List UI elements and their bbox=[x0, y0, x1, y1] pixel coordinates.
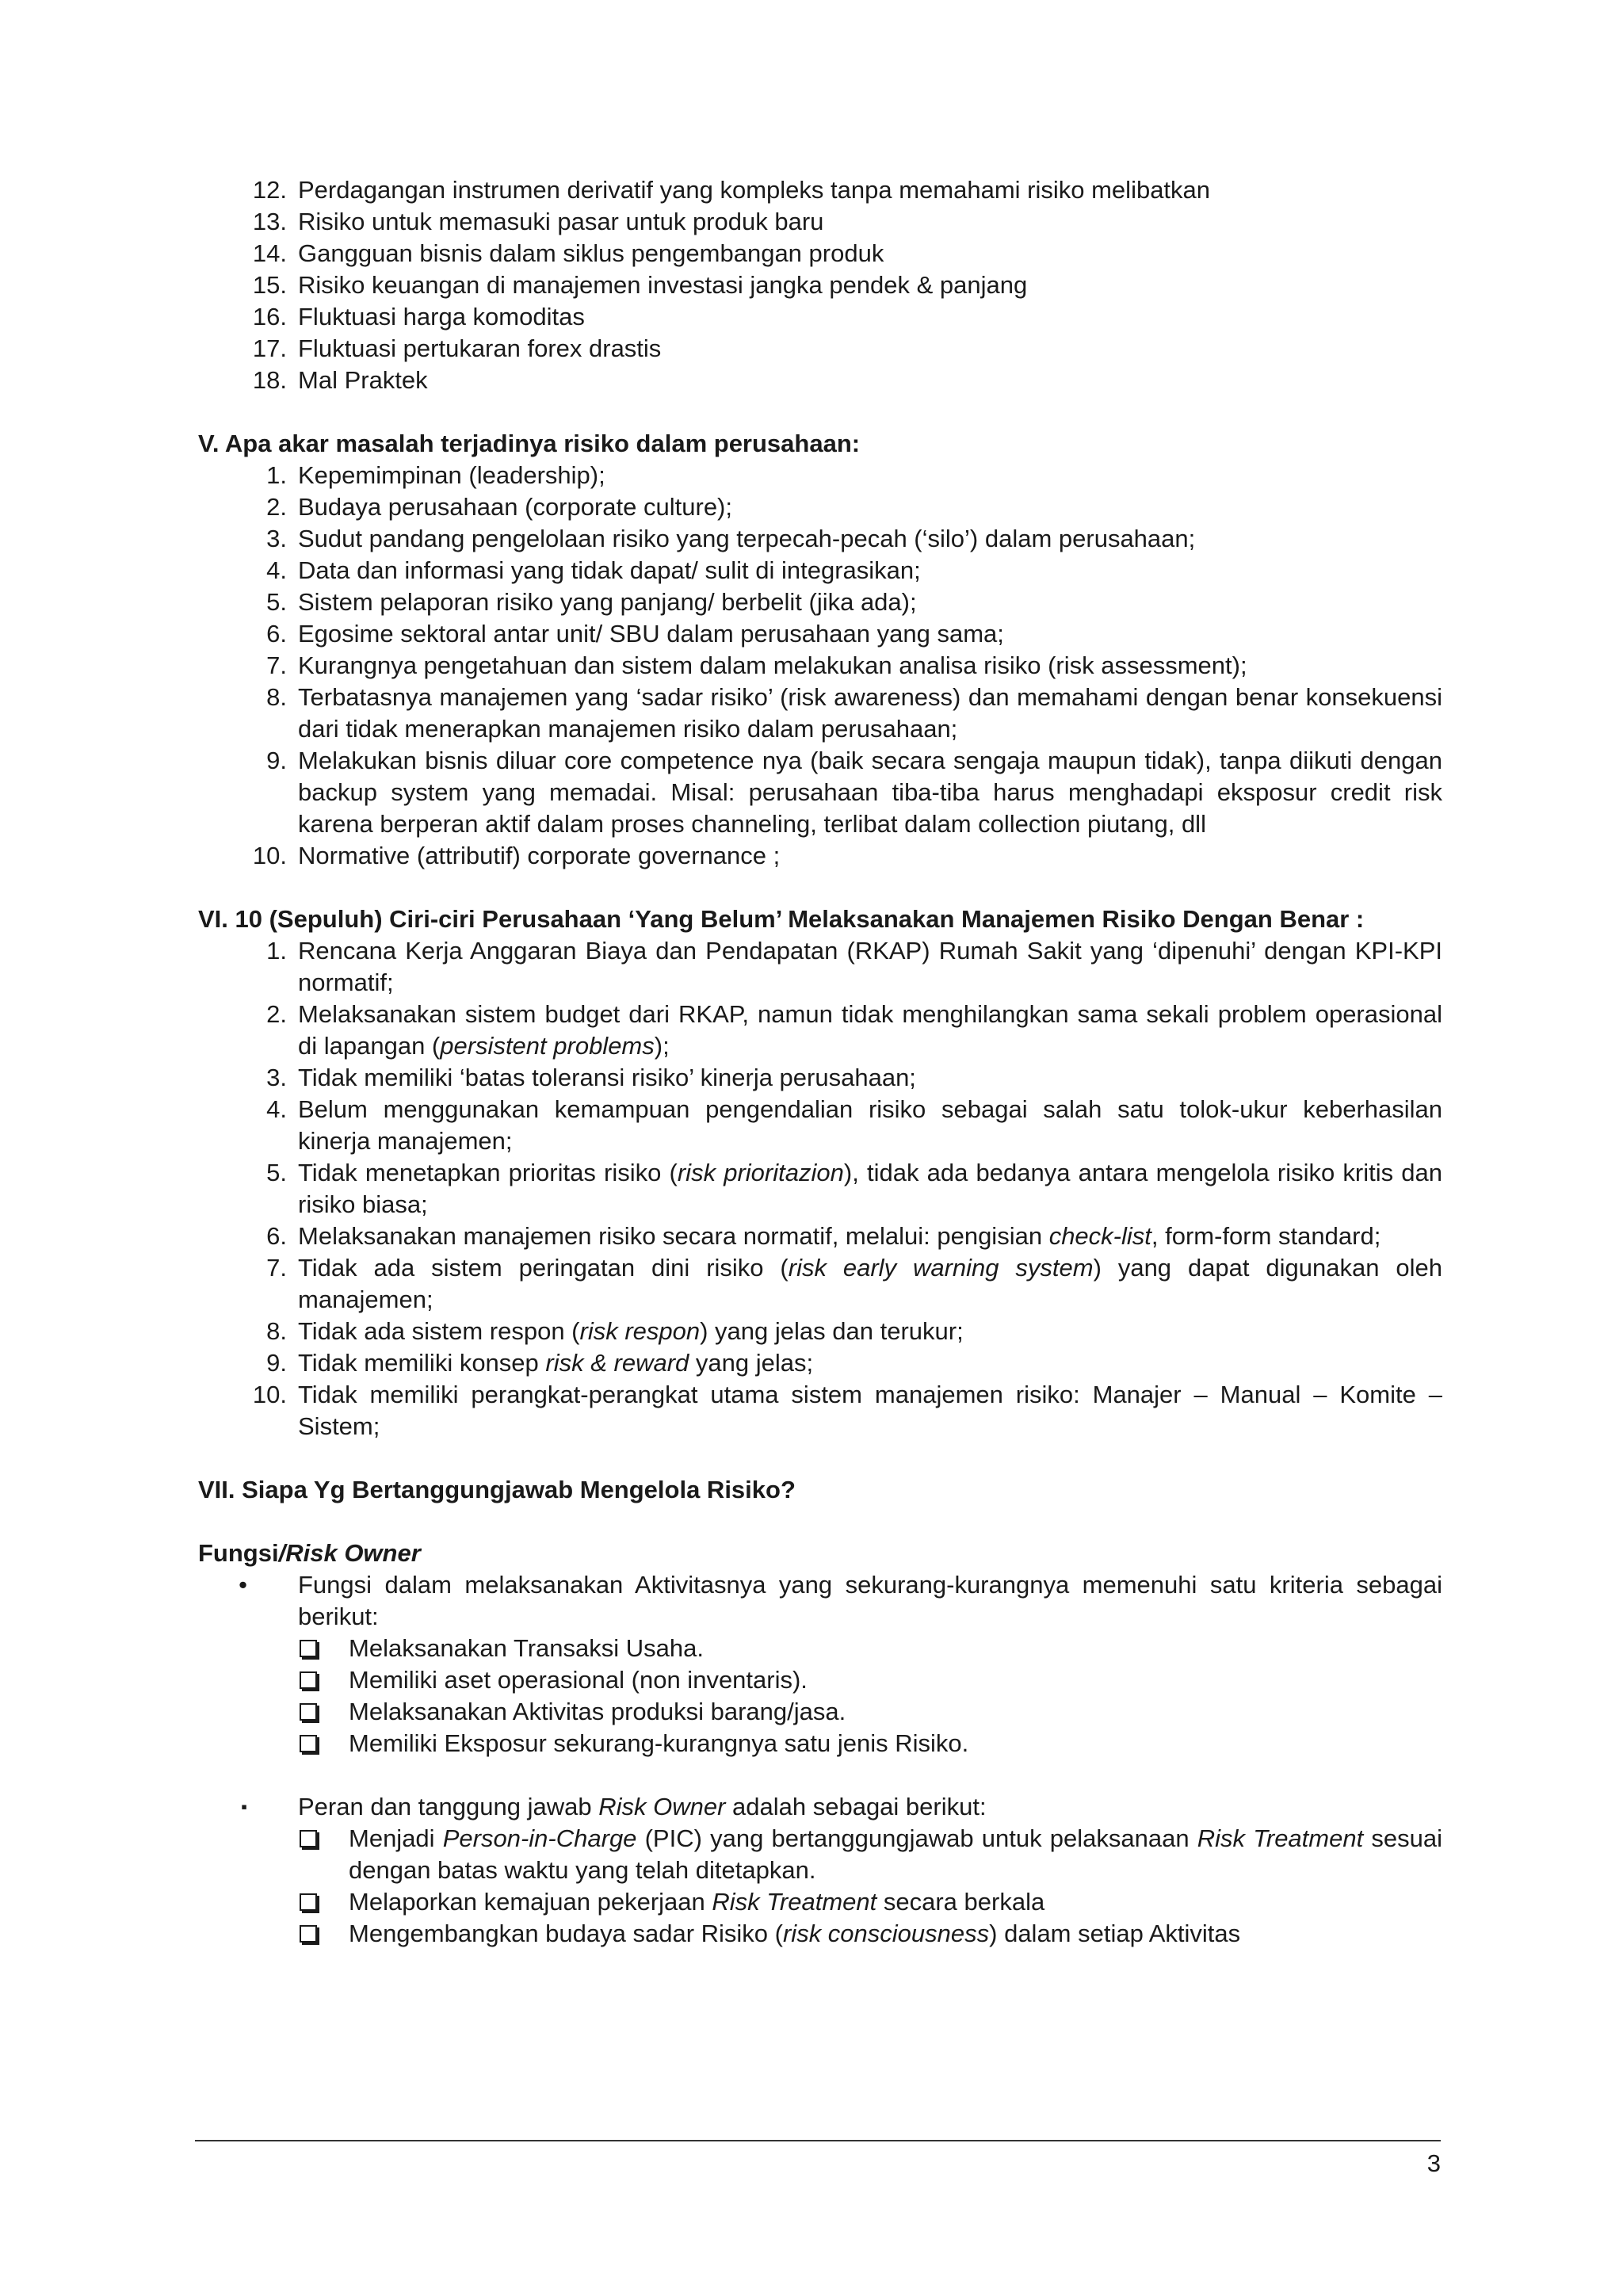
item-text: Terbatasnya manajemen yang ‘sadar risiko’ (risk awareness) dan memahami dengan benar konsekuensi dari tidak menerapkan manajemen risiko dalam perusahaan; bbox=[298, 683, 1442, 743]
item-text: Sistem pelaporan risiko yang panjang/ berbelit (jika ada); bbox=[298, 588, 917, 616]
list-item bbox=[198, 935, 1442, 999]
item-number: 7. bbox=[266, 1254, 287, 1282]
bullet-item bbox=[198, 1791, 1442, 1823]
item-number: 8. bbox=[266, 683, 287, 711]
item-text-part: Tidak menetapkan prioritas risiko ( bbox=[298, 1159, 678, 1186]
item-number: 5. bbox=[266, 588, 287, 616]
item-number: 2. bbox=[266, 1000, 287, 1028]
item-text: Tidak memiliki ‘batas toleransi risiko’ kinerja perusahaan; bbox=[298, 1064, 916, 1091]
risk-list-continued bbox=[198, 174, 1442, 396]
list-item bbox=[198, 840, 1442, 872]
spacer bbox=[198, 1759, 1442, 1791]
item-number: 4. bbox=[266, 1095, 287, 1123]
item-text: Rencana Kerja Anggaran Biaya dan Pendapatan (RKAP) Rumah Sakit yang ‘dipenuhi’ dengan KPI-KPI normatif; bbox=[298, 937, 1442, 996]
item-text: Perdagangan instrumen derivatif yang kompleks tanpa memahami risiko melibatkan bbox=[298, 176, 1211, 204]
list-item bbox=[198, 586, 1442, 618]
checklist-item bbox=[298, 1823, 1442, 1886]
list-item bbox=[198, 1062, 1442, 1094]
checklist-text: Melaksanakan Transaksi Usaha. bbox=[349, 1634, 705, 1662]
risk-owner-role-bullets bbox=[198, 1791, 1442, 1823]
item-number: 8. bbox=[266, 1317, 287, 1345]
item-number: 10. bbox=[252, 842, 287, 869]
bullet-emphasis: Risk Owner bbox=[598, 1793, 726, 1820]
item-number: 10. bbox=[252, 1381, 287, 1408]
checklist-text: Melaksanakan Aktivitas produksi barang/jasa. bbox=[349, 1698, 846, 1725]
item-text: Data dan informasi yang tidak dapat/ sulit di integrasikan; bbox=[298, 556, 921, 584]
item-text: Sudut pandang pengelolaan risiko yang terpecah-pecah (‘silo’) dalam perusahaan; bbox=[298, 525, 1196, 552]
checkbox-icon bbox=[300, 1703, 317, 1721]
list-item bbox=[198, 555, 1442, 586]
list-item bbox=[198, 745, 1442, 840]
list-item bbox=[198, 269, 1442, 301]
item-number: 7. bbox=[266, 651, 287, 679]
item-number: 9. bbox=[266, 747, 287, 774]
list-item bbox=[198, 682, 1442, 745]
subheading-part: Fungsi bbox=[198, 1539, 279, 1567]
list-item bbox=[198, 333, 1442, 365]
item-text bbox=[298, 999, 1442, 1062]
bullet-item bbox=[198, 1569, 1442, 1633]
bullet-text-part: adalah sebagai berikut: bbox=[725, 1793, 987, 1820]
item-number: 3. bbox=[266, 525, 287, 552]
item-text: Melakukan bisnis diluar core competence nya (baik secara sengaja maupun tidak), tanpa diikuti dengan backup system yang memadai. Misal: perusahaan tiba-tiba harus menghadapi eksposur credit risk karena berperan aktif dalam proses channeling, terlibat dalam collection piutang, dll bbox=[298, 747, 1442, 838]
checklist-item bbox=[298, 1918, 1442, 1950]
item-number: 15. bbox=[252, 271, 287, 299]
checklist-emphasis: risk consciousness bbox=[782, 1920, 990, 1947]
item-number: 6. bbox=[266, 1222, 287, 1250]
checklist-text: Memiliki aset operasional (non inventaris). bbox=[349, 1666, 808, 1694]
checklist-item bbox=[298, 1886, 1442, 1918]
list-item bbox=[198, 1316, 1442, 1347]
item-number: 1. bbox=[266, 461, 287, 489]
item-number: 3. bbox=[266, 1064, 287, 1091]
item-number: 12. bbox=[252, 176, 287, 204]
item-number: 6. bbox=[266, 620, 287, 648]
item-text-part: Tidak memiliki konsep bbox=[298, 1349, 546, 1377]
checklist-text bbox=[349, 1823, 1442, 1886]
item-number: 13. bbox=[252, 208, 287, 235]
item-text: Mal Praktek bbox=[298, 366, 428, 394]
list-item bbox=[198, 1157, 1442, 1221]
item-emphasis: risk & reward bbox=[545, 1349, 689, 1377]
item-text-part: ) yang jelas dan terukur; bbox=[700, 1317, 964, 1345]
list-item bbox=[198, 174, 1442, 206]
list-item bbox=[198, 1379, 1442, 1442]
item-text bbox=[298, 1221, 1442, 1252]
item-text-part: ), tidak ada bedanya antara mengelola risiko kritis dan risiko biasa; bbox=[298, 1159, 1442, 1218]
item-text: Risiko keuangan di manajemen investasi jangka pendek & panjang bbox=[298, 271, 1028, 299]
bullet-text-part: Peran dan tanggung jawab bbox=[298, 1793, 599, 1820]
item-text: Fluktuasi harga komoditas bbox=[298, 303, 585, 330]
checklist-item bbox=[298, 1633, 1442, 1664]
section-v-heading: V. Apa akar masalah terjadinya risiko dalam perusahaan: bbox=[198, 430, 861, 457]
spacer bbox=[198, 1442, 1442, 1474]
item-text: Fluktuasi pertukaran forex drastis bbox=[298, 334, 662, 362]
item-text bbox=[298, 1157, 1442, 1221]
item-number: 14. bbox=[252, 239, 287, 267]
item-text: Belum menggunakan kemampuan pengendalian risiko sebagai salah satu tolok-ukur keberhasilan kinerja manajemen; bbox=[298, 1095, 1442, 1155]
checklist-emphasis: Person-in-Charge bbox=[442, 1824, 637, 1852]
item-number: 1. bbox=[266, 937, 287, 965]
square-bullet-icon: ▪ bbox=[241, 1797, 247, 1817]
item-text bbox=[298, 1252, 1442, 1316]
item-text: Normative (attributif) corporate governance ; bbox=[298, 842, 781, 869]
list-item bbox=[198, 1094, 1442, 1157]
checkbox-icon bbox=[300, 1735, 317, 1752]
checklist-emphasis: Risk Treatment bbox=[712, 1888, 877, 1916]
item-number: 4. bbox=[266, 556, 287, 584]
list-item bbox=[198, 491, 1442, 523]
section-v-list bbox=[198, 460, 1442, 872]
item-text-part: Melaksanakan manajemen risiko secara normatif, melalui: pengisian bbox=[298, 1222, 1049, 1250]
bullet-text bbox=[298, 1791, 1442, 1823]
item-number: 2. bbox=[266, 493, 287, 521]
checklist-text bbox=[349, 1918, 1442, 1950]
checklist-text-part: (PIC) yang bertanggungjawab untuk pelaksanaan bbox=[636, 1824, 1197, 1852]
section-vi-list bbox=[198, 935, 1442, 1442]
list-item bbox=[198, 618, 1442, 650]
item-number: 18. bbox=[252, 366, 287, 394]
section-vii-heading: VII. Siapa Yg Bertanggungjawab Mengelola Risiko? bbox=[198, 1476, 796, 1503]
subheading-emphasis: /Risk Owner bbox=[278, 1539, 421, 1567]
item-emphasis: risk respon bbox=[579, 1317, 701, 1345]
list-item bbox=[198, 460, 1442, 491]
checkbox-icon bbox=[300, 1830, 317, 1847]
list-item bbox=[198, 206, 1442, 238]
item-number: 9. bbox=[266, 1349, 287, 1377]
item-text-part: ); bbox=[654, 1032, 670, 1060]
item-text-part: yang jelas; bbox=[689, 1349, 814, 1377]
item-text: Tidak memiliki perangkat-perangkat utama sistem manajemen risiko: Manajer – Manual – Komite – Sistem; bbox=[298, 1381, 1442, 1440]
checklist-text-part: Mengembangkan budaya sadar Risiko ( bbox=[349, 1920, 783, 1947]
spacer bbox=[198, 1506, 1442, 1538]
checkbox-icon bbox=[300, 1893, 317, 1911]
footer-divider bbox=[195, 2140, 1441, 2141]
list-item bbox=[198, 1221, 1442, 1252]
item-emphasis: check-list bbox=[1048, 1222, 1151, 1250]
item-number: 17. bbox=[252, 334, 287, 362]
bullet-text: Fungsi dalam melaksanakan Aktivitasnya yang sekurang-kurangnya memenuhi satu kriteria sebagai berikut: bbox=[298, 1571, 1442, 1630]
checkbox-icon bbox=[300, 1640, 317, 1657]
item-text-part: Tidak ada sistem peringatan dini risiko ( bbox=[298, 1254, 789, 1282]
role-checklist bbox=[298, 1823, 1442, 1950]
item-text-part: , form-form standard; bbox=[1151, 1222, 1381, 1250]
list-item bbox=[198, 999, 1442, 1062]
item-text-part: Melaksanakan sistem budget dari RKAP, namun tidak menghilangkan sama sekali problem operasional di lapangan ( bbox=[298, 1000, 1442, 1060]
list-item bbox=[198, 1347, 1442, 1379]
checklist-text-part: Melaporkan kemajuan pekerjaan bbox=[349, 1888, 712, 1916]
list-item bbox=[198, 238, 1442, 269]
list-item bbox=[198, 365, 1442, 396]
item-number: 16. bbox=[252, 303, 287, 330]
item-text: Kurangnya pengetahuan dan sistem dalam melakukan analisa risiko (risk assessment); bbox=[298, 651, 1247, 679]
checklist-text bbox=[349, 1886, 1442, 1918]
page-content bbox=[198, 174, 1442, 1950]
item-text bbox=[298, 1316, 1442, 1347]
item-text: Gangguan bisnis dalam siklus pengembangan produk bbox=[298, 239, 884, 267]
checklist-item bbox=[298, 1664, 1442, 1696]
spacer bbox=[198, 872, 1442, 904]
list-item bbox=[198, 1252, 1442, 1316]
item-emphasis: risk early warning system bbox=[788, 1254, 1094, 1282]
bullet-dot-icon: • bbox=[239, 1571, 247, 1599]
checklist-text-part: secara berkala bbox=[876, 1888, 1045, 1916]
checkbox-icon bbox=[300, 1925, 317, 1943]
list-item bbox=[198, 523, 1442, 555]
item-text-part: ) yang dapat digunakan oleh manajemen; bbox=[298, 1254, 1443, 1313]
criteria-checklist bbox=[298, 1633, 1442, 1759]
item-text: Egosime sektoral antar unit/ SBU dalam perusahaan yang sama; bbox=[298, 620, 1004, 648]
page-number: 3 bbox=[1426, 2149, 1441, 2177]
item-text-part: Tidak ada sistem respon ( bbox=[298, 1317, 580, 1345]
checklist-text-part: ) dalam setiap Aktivitas bbox=[989, 1920, 1241, 1947]
checklist-emphasis: Risk Treatment bbox=[1197, 1824, 1364, 1852]
item-text: Risiko untuk memasuki pasar untuk produk baru bbox=[298, 208, 824, 235]
item-emphasis: risk prioritazion bbox=[677, 1159, 844, 1186]
checklist-text-part: sesuai dengan batas waktu yang telah ditetapkan. bbox=[349, 1824, 1442, 1884]
checkbox-icon bbox=[300, 1671, 317, 1689]
checklist-text-part: Menjadi bbox=[349, 1824, 443, 1852]
checklist-item bbox=[298, 1728, 1442, 1759]
item-text bbox=[298, 1347, 1442, 1379]
checklist-item bbox=[298, 1696, 1442, 1728]
item-text: Kepemimpinan (leadership); bbox=[298, 461, 605, 489]
item-emphasis: persistent problems bbox=[440, 1032, 655, 1060]
spacer bbox=[198, 396, 1442, 428]
risk-owner-bullets bbox=[198, 1569, 1442, 1633]
risk-owner-subheading bbox=[198, 1538, 1442, 1569]
item-number: 5. bbox=[266, 1159, 287, 1186]
list-item bbox=[198, 301, 1442, 333]
item-text: Budaya perusahaan (corporate culture); bbox=[298, 493, 732, 521]
checklist-text: Memiliki Eksposur sekurang-kurangnya satu jenis Risiko. bbox=[349, 1729, 969, 1757]
list-item bbox=[198, 650, 1442, 682]
section-vi-heading: VI. 10 (Sepuluh) Ciri-ciri Perusahaan ‘Yang Belum’ Melaksanakan Manajemen Risiko Dengan Benar : bbox=[198, 905, 1365, 933]
